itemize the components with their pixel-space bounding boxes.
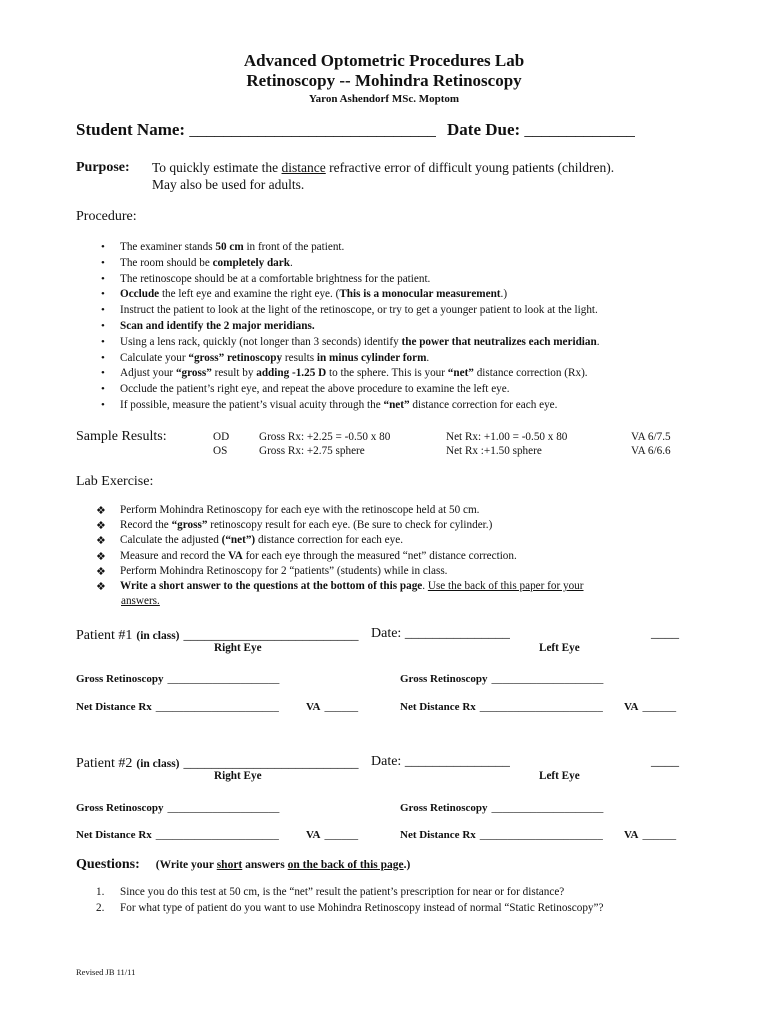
questions-intro-back: on the back of this page xyxy=(287,859,404,871)
text-run: This is a monocular measurement xyxy=(339,288,501,301)
student-name-row xyxy=(76,120,436,140)
patient2-va-label-left: VA xyxy=(624,829,639,841)
text-run: If possible, measure the patient’s visual acuity through the xyxy=(120,398,384,411)
text-run: completely dark xyxy=(212,256,290,269)
text-run: Write a short answer to the questions at the bottom of this page xyxy=(120,579,423,592)
question-text: For what type of patient do you want to use Mohindra Retinoscopy instead of normal “Static Retinoscopy”? xyxy=(120,901,604,914)
text-run: Instruct the patient to look at the light of the retinoscope, or try to get a younger patient to look at the light. xyxy=(120,304,598,317)
text-run: . xyxy=(426,351,430,364)
text-run: . xyxy=(289,256,293,269)
patient2-gross-blank-right: ____________________ xyxy=(167,802,280,814)
text-run: Using a lens rack, quickly (not longer than 3 seconds) identify xyxy=(120,335,402,348)
text-run: The examiner stands xyxy=(120,241,216,253)
patient1-gross-right xyxy=(76,669,279,687)
text-run: the left eye and examine the right eye. ( xyxy=(159,288,340,301)
patient2-net-label-right: Net Distance Rx xyxy=(76,829,152,841)
text-run: “net” xyxy=(383,398,410,411)
lab-exercise-label: Lab Exercise: xyxy=(76,474,154,489)
text-run: distance correction (Rx). xyxy=(473,367,588,380)
text-run: Calculate your xyxy=(120,351,189,364)
sample-os-va: VA 6/6.6 xyxy=(631,445,671,457)
patient1-va-right xyxy=(306,697,358,715)
patient1-inclass: (in class) xyxy=(136,630,180,642)
date-due-label: Date Due: xyxy=(447,120,521,139)
patient1-date-label: Date: xyxy=(371,626,402,641)
patient2-gross-blank-left: ____________________ xyxy=(491,802,604,814)
lab-exercise-list xyxy=(93,503,584,594)
sample-od-net: Net Rx: +1.00 = -0.50 x 80 xyxy=(446,431,568,443)
question-number: 1. xyxy=(96,886,105,898)
questions-row xyxy=(76,855,410,873)
question-item xyxy=(93,885,603,901)
patient2-net-left xyxy=(400,825,603,843)
patient2-right-eye: Right Eye xyxy=(214,770,262,782)
text-run: in minus cylinder form xyxy=(316,351,427,364)
text-run: retinoscopy result for each eye. (Be sure to check for cylinder.) xyxy=(207,519,493,532)
text-run: (“net”) xyxy=(221,534,256,547)
patient1-va-left xyxy=(624,697,676,715)
lab-exercise-item xyxy=(93,579,584,594)
text-run: Perform Mohindra Retinoscopy for each eye with the retinoscope held at 50 cm. xyxy=(120,504,480,516)
patient1-va-blank-right: ______ xyxy=(324,701,359,713)
text-run: Use the back of this paper for your xyxy=(427,579,584,592)
patient1-va-label-left: VA xyxy=(624,701,639,713)
text-run: Occlude the patient’s right eye, and repeat the above procedure to examine the left eye. xyxy=(120,383,510,396)
lab-exercise-item xyxy=(93,564,584,579)
patient1-net-left xyxy=(400,697,603,715)
procedure-list xyxy=(93,240,600,414)
patient2-tail-blank: ____ xyxy=(651,754,679,769)
purpose-line-2: May also be used for adults. xyxy=(152,177,305,192)
diamond-bullet-icon: ❖ xyxy=(96,549,106,563)
patient2-date-row xyxy=(371,754,510,770)
text-run: result by xyxy=(211,367,257,380)
diamond-bullet-icon: ❖ xyxy=(96,534,106,548)
sample-od-gross: Gross Rx: +2.25 = -0.50 x 80 xyxy=(259,431,391,443)
text-run: Occlude xyxy=(120,288,160,301)
text-run: the power that neutralizes each meridian xyxy=(401,335,597,348)
patient1-net-label-right: Net Distance Rx xyxy=(76,701,152,713)
text-run: Calculate the adjusted xyxy=(120,534,222,547)
patient1-label: Patient #1 xyxy=(76,628,133,643)
patient1-net-right xyxy=(76,697,279,715)
patient2-net-blank-left: ______________________ xyxy=(479,829,603,841)
questions-intro-short: short xyxy=(216,859,243,871)
questions-intro: .) xyxy=(403,859,411,871)
patient1-net-label-left: Net Distance Rx xyxy=(400,701,476,713)
text-run: Scan and identify the 2 major meridians. xyxy=(120,319,315,332)
text-run: distance correction for each eye. xyxy=(255,534,403,547)
procedure-item xyxy=(93,240,600,256)
procedure-label: Procedure: xyxy=(76,209,137,224)
text-run: 50 cm xyxy=(215,241,244,253)
patient1-gross-left xyxy=(400,669,603,687)
lab-exercise-item xyxy=(93,549,584,564)
revised-footer: Revised JB 11/11 xyxy=(76,967,136,977)
procedure-item xyxy=(93,366,600,382)
patient1-date-blank: _______________ xyxy=(404,626,510,641)
author-line: Yaron Ashendorf MSc. Moptom xyxy=(308,93,460,105)
procedure-item xyxy=(93,351,600,367)
procedure-item xyxy=(93,319,600,335)
patient2-va-right xyxy=(306,825,358,843)
student-name-blank: _____________________________ xyxy=(189,120,436,139)
patient2-va-blank-left: ______ xyxy=(642,829,677,841)
patient2-name-blank: _________________________ xyxy=(183,756,359,771)
sample-os-net: Net Rx :+1.50 sphere xyxy=(446,445,542,457)
patient2-gross-label-right: Gross Retinoscopy xyxy=(76,802,164,814)
student-name-label: Student Name: xyxy=(76,120,186,139)
patient1-date-row xyxy=(371,626,510,642)
title-line-1: Advanced Optometric Procedures Lab xyxy=(243,51,525,70)
text-run: results xyxy=(282,351,317,364)
patient1-va-label-right: VA xyxy=(306,701,321,713)
patient1-gross-label-right: Gross Retinoscopy xyxy=(76,673,164,685)
sample-os-gross: Gross Rx: +2.75 sphere xyxy=(259,445,365,457)
text-run: The retinoscope should be at a comfortable brightness for the patient. xyxy=(120,272,431,285)
patient2-gross-label-left: Gross Retinoscopy xyxy=(400,802,488,814)
procedure-item xyxy=(93,303,600,319)
patient2-date-label: Date: xyxy=(371,754,402,769)
text-run: Perform Mohindra Retinoscopy for 2 “patients” (students) while in class. xyxy=(120,564,448,577)
text-run: “gross” xyxy=(175,367,212,380)
diamond-bullet-icon: ❖ xyxy=(96,564,106,578)
text-run: The room should be xyxy=(120,256,213,269)
sample-results-label: Sample Results: xyxy=(76,429,167,444)
question-number: 2. xyxy=(96,901,105,914)
patient2-net-right xyxy=(76,825,279,843)
text-run: . xyxy=(422,579,428,592)
lab-exercise-item xyxy=(93,518,584,533)
diamond-bullet-icon: ❖ xyxy=(96,504,106,517)
questions-intro: (Write your xyxy=(155,859,217,871)
patient2-va-label-right: VA xyxy=(306,829,321,841)
lab-exercise-item xyxy=(93,533,584,548)
patient1-gross-blank-left: ____________________ xyxy=(491,673,604,685)
patient1-tail-blank: ____ xyxy=(651,626,679,641)
text-run: Measure and record the xyxy=(120,549,229,562)
patient2-gross-right xyxy=(76,798,279,816)
purpose-label: Purpose: xyxy=(76,160,130,175)
sample-od-eye: OD xyxy=(213,431,230,443)
patient1-name-blank: _________________________ xyxy=(183,628,359,643)
patient2-inclass: (in class) xyxy=(136,758,180,770)
text-run: to the sphere. This is your xyxy=(326,367,448,380)
patient1-net-blank-left: ______________________ xyxy=(479,701,603,713)
procedure-item xyxy=(93,256,600,272)
questions-intro: answers xyxy=(242,859,288,871)
text-run: Adjust your xyxy=(120,367,176,380)
sample-os-eye: OS xyxy=(213,445,228,457)
patient2-label: Patient #2 xyxy=(76,756,133,771)
text-run: Record the xyxy=(120,519,172,532)
question-text: Since you do this test at 50 cm, is the “net” result the patient’s prescription for near or for distance? xyxy=(120,886,565,898)
patient2-date-blank: _______________ xyxy=(404,754,510,769)
purpose-distance: distance xyxy=(281,160,326,175)
patient1-gross-label-left: Gross Retinoscopy xyxy=(400,673,488,685)
patient2-va-left xyxy=(624,825,676,843)
patient2-net-label-left: Net Distance Rx xyxy=(400,829,476,841)
procedure-item xyxy=(93,398,600,414)
text-run: “net” xyxy=(447,367,474,380)
patient2-left-eye: Left Eye xyxy=(539,770,580,782)
text-run: adding -1.25 D xyxy=(256,367,327,380)
date-due-row xyxy=(447,120,635,140)
procedure-item xyxy=(93,287,600,303)
text-run: for each eye through the measured “net” distance correction. xyxy=(242,549,517,562)
purpose-text: refractive error of difficult young patients (children). xyxy=(325,160,615,175)
procedure-item xyxy=(93,272,600,288)
patient1-va-blank-left: ______ xyxy=(642,701,677,713)
patient1-left-eye: Left Eye xyxy=(539,642,580,654)
purpose-text: To quickly estimate the xyxy=(152,160,282,175)
title-line-2: Retinoscopy -- Mohindra Retinoscopy xyxy=(246,71,522,90)
text-run: in front of the patient. xyxy=(243,241,345,253)
patient1-gross-blank-right: ____________________ xyxy=(167,673,280,685)
questions-list xyxy=(93,885,603,916)
patient2-gross-left xyxy=(400,798,603,816)
text-run: “gross” xyxy=(171,519,208,532)
patient1-net-blank-right: ______________________ xyxy=(155,701,279,713)
date-due-blank: _____________ xyxy=(524,120,635,139)
text-run: . xyxy=(596,335,600,348)
diamond-bullet-icon: ❖ xyxy=(96,519,106,533)
patient1-right-eye: Right Eye xyxy=(214,642,262,654)
questions-label: Questions: xyxy=(76,857,140,872)
patient2-net-blank-right: ______________________ xyxy=(155,829,279,841)
procedure-item xyxy=(93,335,600,351)
lab-exercise-item xyxy=(93,503,584,518)
lab-exercise-continuation: answers. xyxy=(121,595,160,607)
text-run: distance correction for each eye. xyxy=(409,398,558,411)
diamond-bullet-icon: ❖ xyxy=(96,579,106,593)
text-run: VA xyxy=(228,549,243,562)
text-run: “gross” retinoscopy xyxy=(188,351,283,364)
sample-od-va: VA 6/7.5 xyxy=(631,431,671,443)
purpose-line-1 xyxy=(152,160,614,176)
patient2-va-blank-right: ______ xyxy=(324,829,359,841)
question-item xyxy=(93,901,603,917)
text-run: .) xyxy=(500,288,508,301)
procedure-item xyxy=(93,382,600,398)
